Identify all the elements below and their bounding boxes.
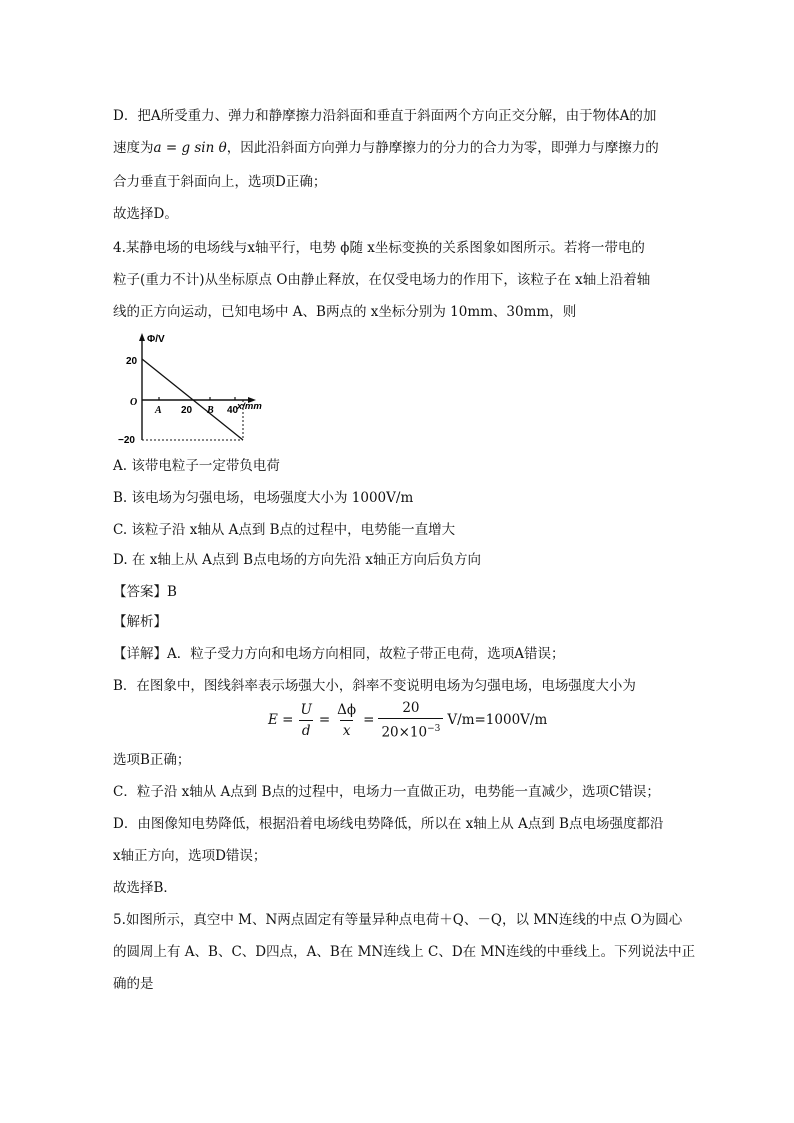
q4-detail-a: 【详解】A．粒子受力方向和电场方向相同，故粒子带正电荷，选项A错误；	[113, 646, 565, 662]
q5-stem-line3: 确的是	[113, 976, 154, 992]
prev-d-line2-post: ，因此沿斜面方向弹力与静摩擦力的分力的合力为零，即弹力与摩擦力的	[226, 140, 659, 156]
q4-detail-d-line2: x轴正方向，选项D错误；	[113, 848, 267, 864]
y-tick-20: 20	[126, 356, 138, 367]
x-tick-40: 40	[227, 405, 239, 416]
acceleration-formula: a = g sin θ	[153, 140, 227, 156]
y-tick-neg20: −20	[118, 435, 135, 446]
formula-lhs: E =	[268, 712, 294, 728]
x-tick-20: 20	[181, 405, 193, 416]
potential-graph	[113, 328, 263, 446]
formula-rhs: V/m=1000V/m	[447, 712, 548, 728]
q4-option-c: C. 该粒子沿 x轴从 A点到 B点的过程中，电势能一直增大	[113, 522, 456, 538]
q5-stem-line2: 的圆周上有 A、B、C、D四点，A、B在 MN连线上 C、D在 MN连线的中垂线上。下列说法中正	[113, 944, 696, 960]
q4-analysis-heading: 【解析】	[113, 614, 167, 630]
y-axis-arrow-icon	[139, 333, 145, 341]
prev-option-d-line1: D．把A所受重力、弹力和静摩擦力沿斜面和垂直于斜面两个方向正交分解，由于物体A的加	[113, 108, 657, 124]
x-axis-label: x/mm	[237, 401, 262, 412]
fraction-20-over-value	[378, 698, 443, 743]
fraction-u-over-d	[297, 700, 314, 741]
fraction-d: d	[299, 720, 314, 741]
field-strength-formula	[268, 696, 547, 744]
y-axis-label: Φ/V	[147, 334, 165, 345]
fraction-u: U	[300, 701, 312, 718]
fraction-20: 20	[402, 699, 420, 716]
point-b-label: B	[207, 405, 214, 416]
q4-detail-d-line1: D．由图像知电势降低，根据沿着电场线电势降低，所以在 x轴上从 A点到 B点电场强度都沿	[113, 816, 664, 832]
fraction-denominator	[378, 718, 443, 743]
q4-stem-line2: 粒子(重力不计)从坐标原点 O由静止释放，在仅受电场力的作用下，该粒子在 x轴上沿着轴	[113, 272, 651, 288]
denominator-exponent: −3	[427, 723, 441, 734]
q4-option-d: D. 在 x轴上从 A点到 B点电场的方向先沿 x轴正方向后负方向	[113, 552, 481, 568]
prev-d-line2-pre: 速度为	[113, 140, 154, 156]
q4-b-correct: 选项B正确；	[113, 752, 191, 768]
formula-eq1: =	[318, 712, 331, 728]
q4-answer: 【答案】B	[113, 584, 177, 600]
q4-detail-b: B．在图象中，图线斜率表示场强大小，斜率不变说明电场为匀强电场，电场强度大小为	[113, 678, 636, 694]
q4-conclusion: 故选择B．	[113, 880, 177, 896]
point-a-label: A	[155, 405, 162, 416]
formula-eq2: =	[363, 712, 375, 728]
fraction-dphi-over-x	[334, 700, 359, 741]
denominator-base: 20×10	[381, 724, 428, 741]
fraction-x: x	[340, 720, 354, 741]
q4-option-b: B. 该电场为匀强电场，电场强度大小为 1000V/m	[113, 490, 414, 506]
q4-stem-line3: 线的正方向运动，已知电场中 A、B两点的 x坐标分别为 10mm、30mm，则	[113, 304, 577, 320]
q4-stem-line1: 4.某静电场的电场线与x轴平行，电势 ϕ随 x坐标变换的关系图象如图所示。若将一带电的	[113, 240, 645, 256]
prev-option-d-line3: 合力垂直于斜面向上，选项D正确；	[113, 174, 327, 190]
prev-option-d-line2	[113, 138, 659, 158]
q5-stem-line1: 5.如图所示，真空中 M、N两点固定有等量异种点电荷＋Q、－Q，以 MN连线的中点 O为圆心	[113, 912, 683, 928]
prev-conclusion: 故选择D。	[113, 206, 178, 222]
q4-detail-c: C．粒子沿 x轴从 A点到 B点的过程中，电场力一直做正功，电势能一直减少，选项C错误；	[113, 784, 660, 800]
origin-label: O	[130, 397, 138, 408]
q4-option-a: A. 该带电粒子一定带负电荷	[113, 458, 280, 474]
fraction-dphi: Δϕ	[337, 701, 357, 718]
